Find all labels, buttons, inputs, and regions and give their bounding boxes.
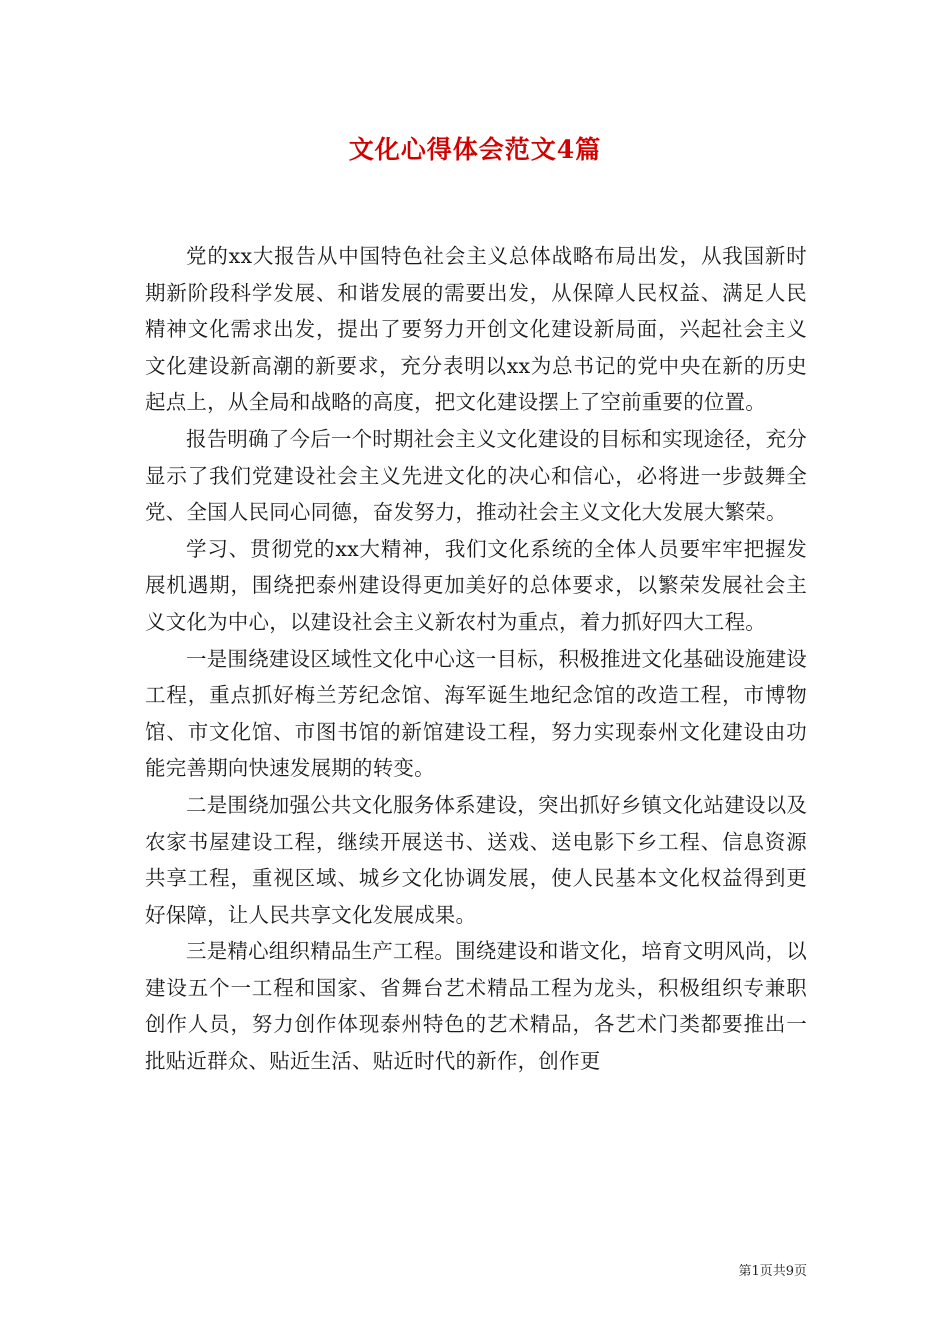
paragraph-2: 报告明确了今后一个时期社会主义文化建设的目标和实现途径，充分显示了我们党建设社会主义先进文化的决心和信心，必将进一步鼓舞全党、全国人民同心同德，奋发努力，推动社会主义文化大发展大繁荣。 [145, 426, 807, 525]
document-body [145, 238, 807, 1080]
paragraph-6: 三是精心组织精品生产工程。围绕建设和谐文化，培育文明风尚，以建设五个一工程和国家、省舞台艺术精品工程为龙头，积极组织专兼职创作人员，努力创作体现泰州特色的艺术精品，各艺术门类都要推出一批贴近群众、贴近生活、贴近时代的新作，创作更 [145, 939, 807, 1074]
page-number-footer: 第1页共9页 [738, 1264, 807, 1279]
paragraph-1: 党的xx大报告从中国特色社会主义总体战略布局出发，从我国新时期新阶段科学发展、和谐发展的需要出发，从保障人民权益、满足人民精神文化需求出发，提出了要努力开创文化建设新局面，兴起社会主义文化建设新高潮的新要求，充分表明以xx为总书记的党中央在新的历史起点上，从全局和战略的高度，把文化建设摆上了空前重要的位置。 [145, 244, 807, 415]
document-title: 文化心得体会范文4篇 [348, 135, 602, 164]
paragraph-4: 一是围绕建设区域性文化中心这一目标，积极推进文化基础设施建设工程，重点抓好梅兰芳纪念馆、海军诞生地纪念馆的改造工程，市博物馆、市文化馆、市图书馆的新馆建设工程，努力实现泰州文化建设由功能完善期向快速发展期的转变。 [145, 646, 807, 781]
paragraph-5: 二是围绕加强公共文化服务体系建设，突出抓好乡镇文化站建设以及农家书屋建设工程，继续开展送书、送戏、送电影下乡工程、信息资源共享工程，重视区域、城乡文化协调发展，使人民基本文化权益得到更好保障，让人民共享文化发展成果。 [145, 792, 807, 927]
paragraph-3: 学习、贯彻党的xx大精神，我们文化系统的全体人员要牢牢把握发展机遇期，围绕把泰州建设得更加美好的总体要求，以繁荣发展社会主义文化为中心，以建设社会主义新农村为重点，着力抓好四大工程。 [145, 536, 807, 634]
